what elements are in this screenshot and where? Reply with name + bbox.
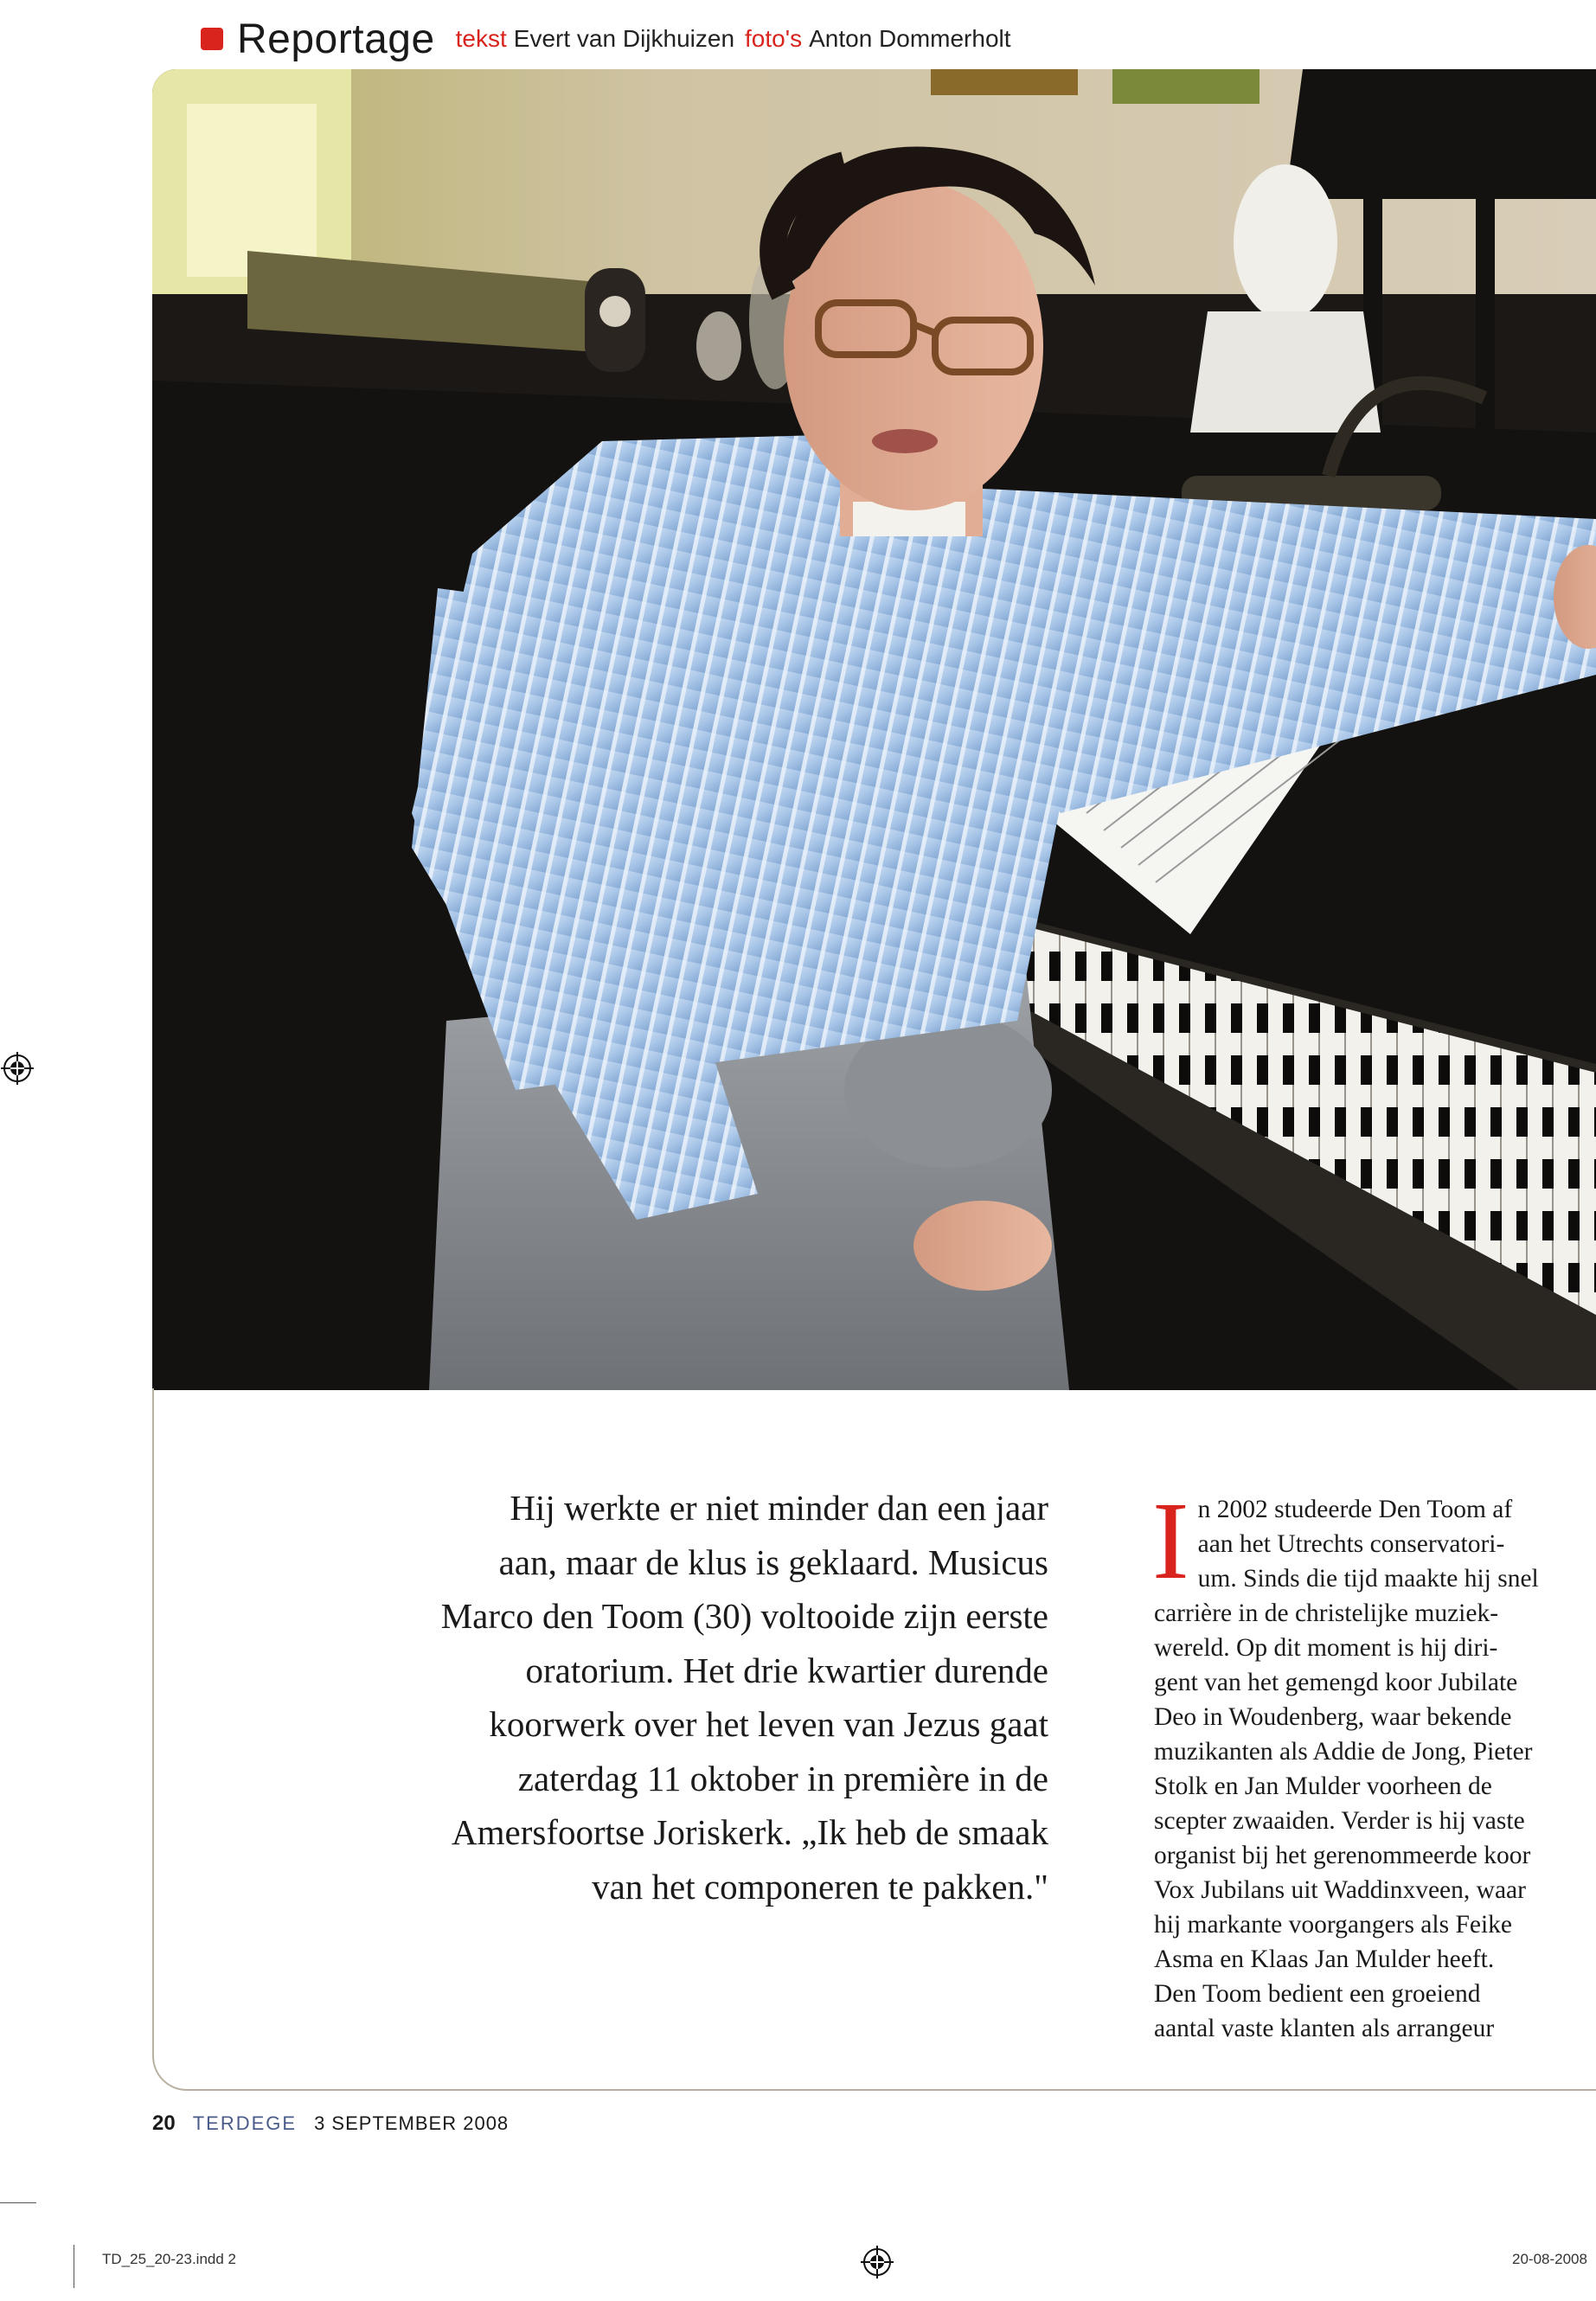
body-line: muzikanten als Addie de Jong, Pieter — [1154, 1738, 1533, 1766]
pianist-photo-illustration — [152, 69, 1596, 1390]
intro-line: Hij werkte er niet minder dan een jaar — [510, 1488, 1048, 1528]
intro-paragraph — [381, 1481, 1048, 1913]
body-line: scepter zwaaiden. Verder is hij vaste — [1154, 1807, 1525, 1835]
body-line: hij markante voorgangers als Feike — [1154, 1911, 1512, 1939]
crop-mark — [0, 2202, 36, 2203]
body-line: carrière in de christelijke muziek- — [1154, 1599, 1499, 1627]
intro-line: koorwerk over het leven van Jezus gaat — [489, 1704, 1048, 1744]
text-credit-label: tekst — [455, 25, 507, 52]
body-line: gent van het gemengd koor Jubilate — [1154, 1669, 1518, 1696]
intro-line: Marco den Toom (30) voltooide zijn eerste — [440, 1596, 1048, 1636]
body-line: aan het Utrechts conservatori- — [1197, 1530, 1505, 1558]
issue-date: 3 SEPTEMBER 2008 — [314, 2112, 510, 2134]
body-line: um. Sinds die tijd maakte hij snel — [1197, 1565, 1539, 1593]
body-line: Deo in Woudenberg, waar bekende — [1154, 1703, 1512, 1731]
section-bullet-icon — [201, 28, 223, 50]
section-header — [201, 9, 1022, 69]
body-line: organist bij het gerenommeerde koor — [1154, 1842, 1531, 1869]
body-column — [1152, 1479, 1580, 2046]
intro-line: zaterdag 11 oktober in première in de — [517, 1758, 1048, 1798]
intro-line: van het componeren te pakken." — [592, 1866, 1048, 1907]
registration-mark-icon — [1, 1052, 34, 1085]
slug-date: 20-08-2008 — [1512, 2251, 1587, 2267]
photo-credit-label: foto's — [745, 25, 803, 52]
slug-filename: TD_25_20-23.indd 2 — [102, 2251, 237, 2267]
body-line: Vox Jubilans uit Waddinxveen, waar — [1154, 1876, 1526, 1904]
main-photo — [152, 69, 1596, 1390]
intro-line: oratorium. Het drie kwartier durende — [525, 1650, 1048, 1690]
body-line: wereld. Op dit moment is hij diri- — [1154, 1634, 1498, 1662]
body-line: Asma en Klaas Jan Mulder heeft. — [1154, 1945, 1495, 1973]
photographer-name: Anton Dommerholt — [809, 25, 1011, 52]
author-name: Evert van Dijkhuizen — [513, 25, 735, 52]
drop-cap: I — [1152, 1479, 1189, 1602]
body-line: Stolk en Jan Mulder voorheen de — [1154, 1772, 1492, 1800]
intro-line: aan, maar de klus is geklaard. Musicus — [498, 1541, 1048, 1582]
magazine-name: TERDEGE — [192, 2112, 298, 2134]
page-number: 20 — [152, 2112, 176, 2135]
registration-mark-icon — [861, 2246, 894, 2279]
body-line: aantal vaste klanten als arrangeur — [1154, 2015, 1495, 2042]
page-folio — [152, 2112, 509, 2136]
intro-line: Amersfoortse Joriskerk. „Ik heb de smaak — [452, 1812, 1048, 1852]
body-line: Den Toom bedient een groeiend — [1154, 1980, 1481, 2008]
body-line: n 2002 studeerde Den Toom af — [1197, 1496, 1513, 1523]
section-title: Reportage — [237, 16, 435, 62]
